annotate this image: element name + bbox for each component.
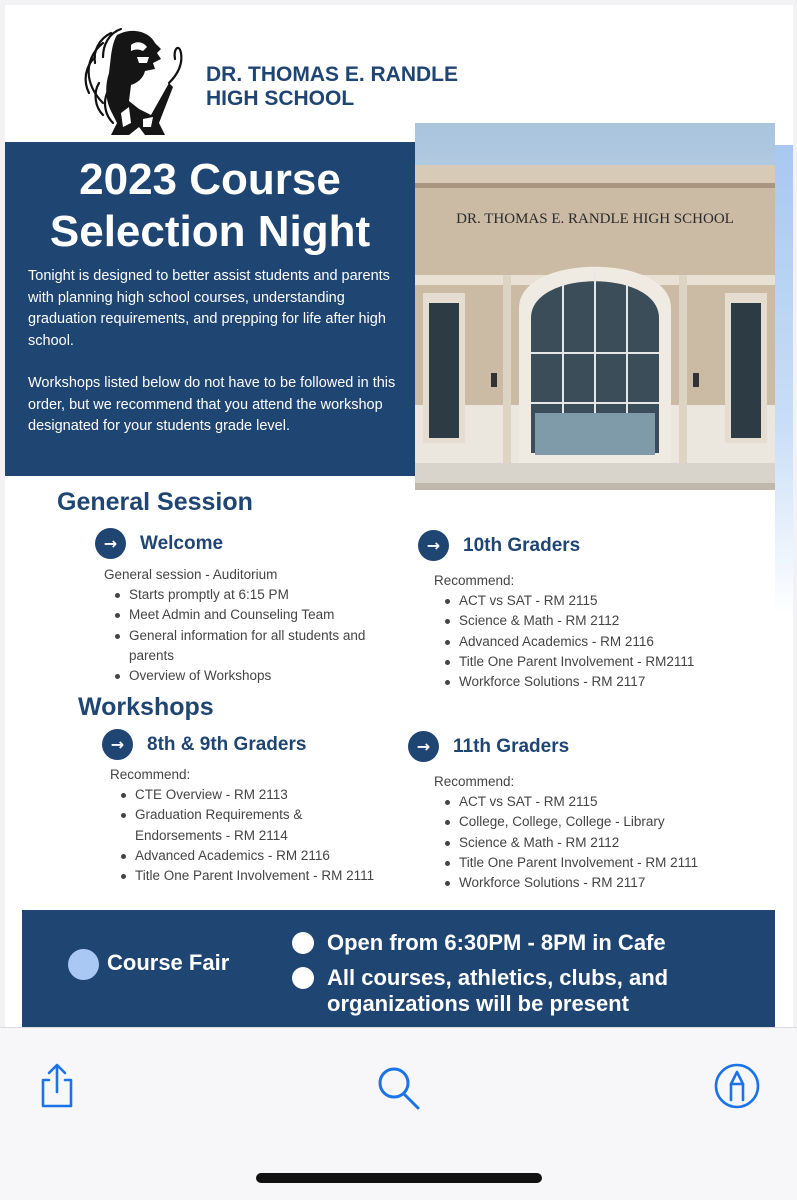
event-description (28, 266, 398, 438)
description-paragraph-2: Workshops listed below do not have to be followed in this order, but we recommend that you attend the workshop designated for your students grade level. (28, 375, 396, 434)
school-name (206, 63, 526, 111)
grade-11-details (434, 772, 764, 893)
school-name-line1: DR. THOMAS E. RANDLE (206, 63, 458, 86)
welcome-title: Welcome (140, 532, 224, 554)
grade-10-subtitle: Recommend: (434, 573, 515, 588)
list-item: Title One Parent Involvement - RM 2111 (459, 853, 764, 873)
bullet-dot-icon (292, 932, 314, 954)
workshops-heading: Workshops (78, 693, 214, 721)
arrow-right-icon: → (102, 729, 133, 760)
list-item: Science & Math - RM 2112 (459, 833, 764, 853)
lion-logo-icon (73, 23, 189, 141)
event-title-line1: 2023 Course (79, 155, 341, 204)
bullet-dot-icon (292, 967, 314, 989)
list-item: Graduation Requirements & Endorsements - RM 2114 (135, 805, 335, 845)
hero-panel (5, 142, 415, 476)
general-session-heading: General Session (57, 488, 253, 516)
course-fair-item-2-text: All courses, athletics, clubs, and organizations will be present (327, 965, 669, 1016)
grade-11-subtitle: Recommend: (434, 774, 515, 789)
home-indicator[interactable] (256, 1173, 542, 1183)
course-fair-dot-icon (68, 949, 99, 980)
school-name-line2: HIGH SCHOOL (206, 87, 355, 110)
share-icon[interactable] (33, 1062, 81, 1110)
grade-11-list (459, 792, 764, 893)
grade-10-heading (418, 530, 580, 561)
list-item: ACT vs SAT - RM 2115 (459, 792, 764, 812)
grade-8-9-subtitle: Recommend: (110, 767, 191, 782)
course-fair-item-2 (292, 965, 747, 1017)
list-item: Title One Parent Involvement - RM2111 (459, 652, 764, 672)
accent-strip (775, 145, 793, 615)
grade-10-details (434, 571, 764, 692)
course-fair-item-1-text: Open from 6:30PM - 8PM in Cafe (327, 930, 666, 955)
description-paragraph-1: Tonight is designed to better assist students and parents with planning high school courses, understanding graduation requirements, and prepping for life after high school. (28, 268, 390, 349)
course-fair-item-1 (292, 930, 747, 956)
arrow-right-icon: → (408, 731, 439, 762)
grade-11-heading (408, 731, 569, 762)
list-item: ACT vs SAT - RM 2115 (459, 591, 764, 611)
list-item: Title One Parent Involvement - RM 2111 (135, 866, 405, 886)
grade-8-9-details (110, 765, 410, 886)
search-icon[interactable] (374, 1064, 422, 1112)
arrow-right-icon: → (95, 528, 126, 559)
list-item: Workforce Solutions - RM 2117 (459, 672, 764, 692)
list-item: CTE Overview - RM 2113 (135, 785, 335, 805)
grade-8-9-heading (102, 729, 306, 760)
list-item: Workforce Solutions - RM 2117 (459, 873, 764, 893)
list-item: Overview of Workshops (129, 666, 369, 686)
grade-11-title: 11th Graders (453, 735, 570, 757)
list-item: Science & Math - RM 2112 (459, 611, 764, 631)
welcome-heading (95, 528, 223, 559)
building-sign: DR. THOMAS E. RANDLE HIGH SCHOOL (456, 211, 734, 227)
grade-8-9-title: 8th & 9th Graders (147, 733, 307, 755)
welcome-details (104, 565, 404, 686)
welcome-subtitle: General session - Auditorium (104, 567, 278, 582)
course-fair-label: Course Fair (107, 950, 230, 975)
list-item: Meet Admin and Counseling Team (129, 605, 369, 625)
list-item: Advanced Academics - RM 2116 (135, 846, 405, 866)
flyer-document (5, 5, 793, 1027)
list-item: College, College, College - Library (459, 812, 764, 832)
grade-10-title: 10th Graders (463, 534, 581, 556)
list-item: General information for all students and parents (129, 626, 369, 666)
event-title (5, 154, 415, 258)
course-fair-bar (22, 910, 775, 1027)
school-building-photo (415, 123, 775, 490)
list-item: Advanced Academics - RM 2116 (459, 632, 764, 652)
welcome-list (129, 585, 404, 686)
markup-icon[interactable] (713, 1062, 761, 1110)
grade-8-9-list (135, 785, 410, 886)
arrow-right-icon: → (418, 530, 449, 561)
event-title-line2: Selection Night (49, 207, 371, 256)
list-item: Starts promptly at 6:15 PM (129, 585, 369, 605)
grade-10-list (459, 591, 764, 692)
